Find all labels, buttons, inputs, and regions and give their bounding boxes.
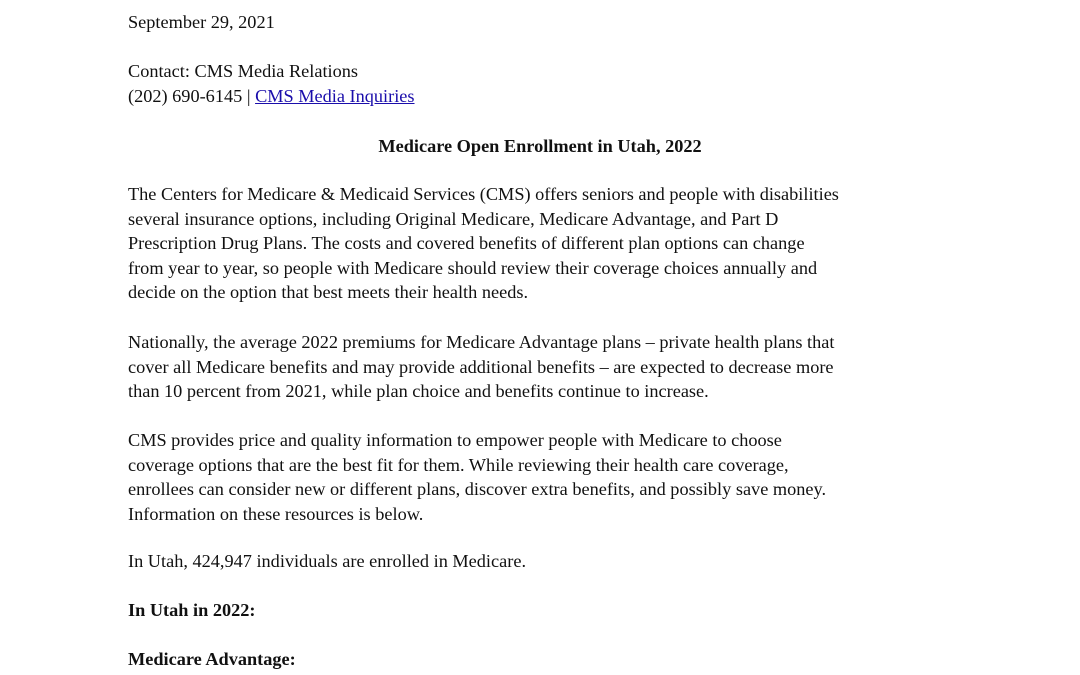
- media-inquiries-link[interactable]: CMS Media Inquiries: [255, 85, 415, 106]
- resources-paragraph: CMS provides price and quality information to empower people with Medicare to choose coverage options that are the best fit for them. While reviewing their health care coverage, enrollees can consider new or different plans, discover extra benefits, and possibly save money. Information on these resources is below.: [128, 430, 827, 524]
- national-paragraph: Nationally, the average 2022 premiums for Medicare Advantage plans – private health plans that cover all Medicare benefits and may provide additional benefits – are expected to decrease more than 10 percent from 2021, while plan choice and benefits continue to increase.: [128, 332, 835, 402]
- phone-number: (202) 690-6145: [128, 85, 243, 106]
- enrollment-paragraph: In Utah, 424,947 individuals are enrolled in Medicare.: [128, 551, 527, 571]
- intro-paragraph: The Centers for Medicare & Medicaid Services (CMS) offers seniors and people with disabilities several insurance options, including Original Medicare, Medicare Advantage, and Part D Prescription Drug Plans. The costs and covered benefits of different plan options can change from year to year, so people with Medicare should review their coverage choices annually and decide on the option that best meets their health needs.: [128, 184, 839, 303]
- phone-line: [128, 84, 968, 109]
- contact-line: Contact: CMS Media Relations: [128, 61, 359, 81]
- separator: |: [242, 85, 256, 106]
- state-year-heading: In Utah in 2022:: [128, 600, 256, 620]
- release-date: September 29, 2021: [128, 12, 275, 32]
- document-title: Medicare Open Enrollment in Utah, 2022: [378, 136, 702, 156]
- medicare-advantage-heading: Medicare Advantage:: [128, 649, 296, 669]
- contact-info: [128, 59, 968, 108]
